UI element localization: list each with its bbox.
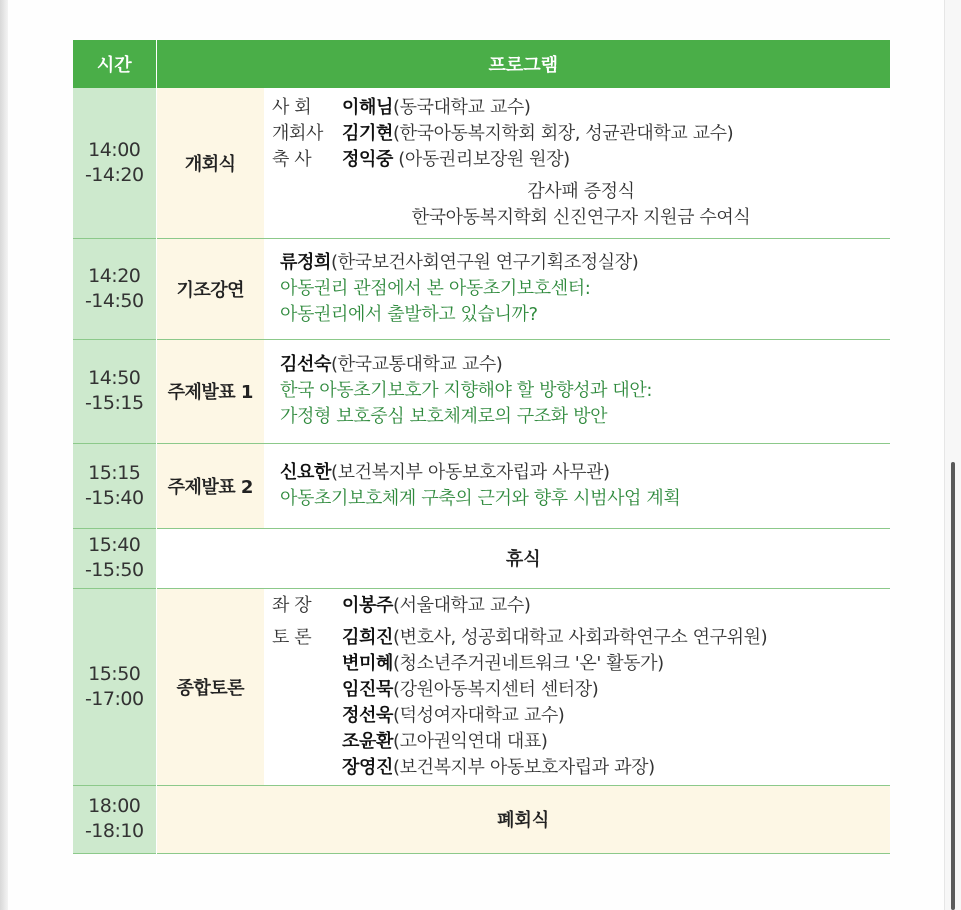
panel-detail: (보건복지부 아동보호자립과 과장) [392, 756, 655, 778]
time-cell [73, 88, 156, 238]
session-content [264, 443, 890, 528]
panel-line [272, 703, 890, 729]
scrollbar-thumb[interactable] [951, 462, 955, 910]
time-start: 14:20 [88, 264, 141, 287]
person-role: 축 사 [272, 148, 312, 170]
panel-role: 토 론 [272, 626, 312, 648]
panel-detail: (고아권익연대 대표) [392, 730, 548, 752]
time-cell [73, 443, 156, 528]
panel-detail: (청소년주거권네트워크 '온' 활동가) [392, 652, 664, 674]
session-content [264, 238, 890, 339]
person-detail: (한국아동복지학회 회장, 성균관대학교 교수) [392, 122, 734, 144]
panel-name: 변미혜 [342, 652, 393, 674]
session-name: 기조강연 [156, 238, 264, 339]
speaker-line [280, 352, 890, 378]
speaker-detail: (보건복지부 아동보호자립과 사무관) [330, 461, 610, 483]
panel-detail: (강원아동복지센터 센터장) [392, 678, 599, 700]
time-end: -17:00 [84, 687, 144, 710]
chair-role: 좌 장 [272, 594, 312, 616]
time-end: -15:40 [84, 486, 144, 509]
person-line [272, 121, 890, 147]
session-name: 종합토론 [156, 588, 264, 785]
chair-name: 이봉주 [342, 594, 393, 616]
person-role: 개회사 [272, 122, 323, 144]
speaker-detail: (한국교통대학교 교수) [330, 354, 503, 375]
person-line [272, 95, 890, 121]
topic-line: 아동권리에서 출발하고 있습니까? [280, 303, 538, 325]
session-content [264, 339, 890, 443]
panel-name: 김희진 [342, 626, 393, 648]
chair-detail: (서울대학교 교수) [392, 594, 531, 616]
ceremony-line: 감사패 증정식 [527, 180, 635, 202]
person-detail: (동국대학교 교수) [392, 96, 531, 118]
table-header-row [73, 40, 890, 88]
program-schedule-table [73, 40, 890, 854]
topic-line: 아동권리 관점에서 본 아동초기보호센터: [280, 277, 591, 299]
panel-name: 조윤환 [342, 730, 393, 752]
person-name: 정익중 [342, 148, 393, 170]
time-end: -14:20 [84, 163, 144, 186]
time-cell [73, 238, 156, 339]
panel-name: 장영진 [342, 756, 393, 778]
break-label: 휴식 [156, 528, 890, 588]
topic-line: 한국 아동초기보호가 지향해야 할 방향성과 대안: [280, 380, 653, 401]
time-start: 15:50 [88, 662, 141, 685]
panel-name: 임진묵 [342, 678, 393, 700]
time-end: -15:15 [84, 392, 144, 414]
ceremony-line: 한국아동복지학회 신진연구자 지원금 수여식 [411, 206, 751, 228]
person-line [272, 147, 890, 173]
table-row [73, 443, 890, 528]
time-start: 14:50 [88, 367, 141, 389]
time-start: 18:00 [88, 795, 141, 817]
panel-line [272, 651, 890, 677]
table-row [73, 339, 890, 443]
panel-line [272, 625, 890, 651]
person-name: 이해님 [342, 96, 393, 118]
speaker-detail: (한국보건사회연구원 연구기획조정실장) [330, 251, 639, 273]
speaker-name: 신요한 [280, 461, 331, 483]
session-name: 개회식 [156, 88, 264, 238]
time-start: 14:00 [88, 138, 141, 161]
time-cell [73, 588, 156, 785]
session-name: 주제발표 2 [156, 443, 264, 528]
time-start: 15:40 [88, 534, 141, 556]
table-row [73, 88, 890, 238]
panel-line [272, 677, 890, 703]
topic-line: 아동초기보호체계 구축의 근거와 향후 시범사업 계획 [280, 487, 681, 509]
topic-line: 가정형 보호중심 보호체계로의 구조화 방안 [280, 406, 608, 427]
table-row [73, 528, 890, 588]
table-row [73, 588, 890, 785]
time-cell [73, 339, 156, 443]
time-cell [73, 785, 156, 853]
scroll-track[interactable] [944, 0, 961, 910]
header-program: 프로그램 [156, 40, 890, 88]
time-end: -14:50 [84, 289, 144, 312]
panel-line [272, 755, 890, 781]
table-row [73, 238, 890, 339]
session-name: 주제발표 1 [156, 339, 264, 443]
time-cell [73, 528, 156, 588]
speaker-name: 김선숙 [280, 354, 331, 375]
table-row [73, 785, 890, 853]
session-content [264, 588, 890, 785]
person-role: 사 회 [272, 96, 312, 118]
closing-label: 폐회식 [156, 785, 890, 853]
speaker-name: 류정희 [280, 251, 331, 273]
time-start: 15:15 [88, 461, 141, 484]
panel-detail: (변호사, 성공회대학교 사회과학연구소 연구위원) [392, 626, 768, 648]
speaker-line [280, 460, 890, 486]
panel-detail: (덕성여자대학교 교수) [392, 704, 565, 726]
panel-name: 정선욱 [342, 704, 393, 726]
person-detail: (아동권리보장원 원장) [392, 148, 570, 170]
left-frame-edge [0, 0, 8, 910]
time-end: -15:50 [84, 559, 144, 581]
panel-line [272, 729, 890, 755]
speaker-line [280, 250, 890, 276]
time-end: -18:10 [84, 820, 144, 842]
session-content [264, 88, 890, 238]
chair-line [272, 593, 890, 619]
header-time: 시간 [73, 40, 156, 88]
person-name: 김기현 [342, 122, 393, 144]
